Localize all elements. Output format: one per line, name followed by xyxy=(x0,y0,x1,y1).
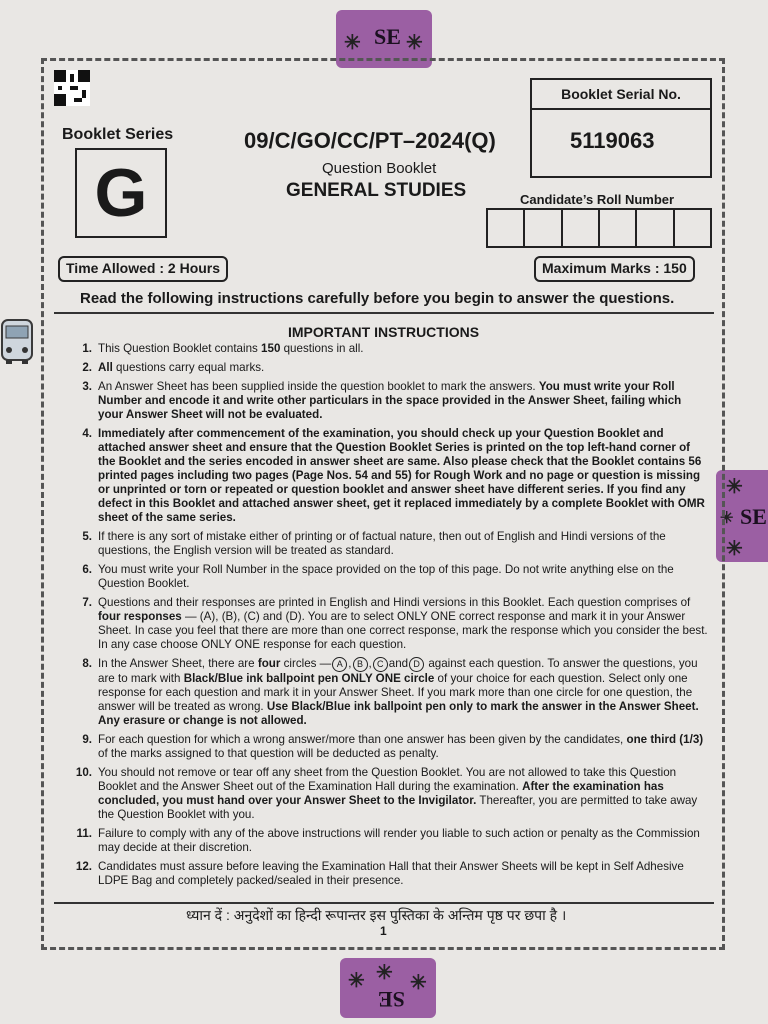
instruction-item: 9. For each question for which a wrong answer/more than one answer has been given by the candidates, one third (1/3) of the marks assigned to that question will be deducted as penalty. xyxy=(82,733,704,760)
roll-digit-box[interactable] xyxy=(600,210,637,246)
option-circle-b: B xyxy=(353,657,368,672)
asterisk-icon: ✳ xyxy=(406,32,423,54)
roll-digit-box[interactable] xyxy=(488,210,525,246)
page-number: 1 xyxy=(380,924,387,938)
instruction-item: 10. You should not remove or tear off any sheet from the Question Booklet. You are not allowed to take this Question Booklet and the Answer Sheet out of the Examination Hall during the examination. After the examination has concluded, you must hand over your Answer Sheet to the Invigilator. Thereafter, you are permitted to take away the Question Booklet with you. xyxy=(75,766,698,821)
bus-icon xyxy=(0,316,34,366)
roll-digit-box[interactable] xyxy=(525,210,562,246)
read-instructions-line: Read the following instructions carefully before you begin to answer the questions. xyxy=(80,290,675,307)
instruction-item: 3. An Answer Sheet has been supplied inside the question booklet to mark the answers. You must write your Roll Number and encode it and write other particulars in the space provided in the Answer Sheet, failing which your Answer Sheet will not be evaluated. xyxy=(82,380,682,421)
asterisk-icon: ✳ xyxy=(376,962,393,984)
roll-digit-box[interactable] xyxy=(675,210,710,246)
seal-text: SE xyxy=(378,987,405,1012)
instruction-item: 1. This Question Booklet contains 150 questions in all. xyxy=(82,342,364,355)
serial-number: 5119063 xyxy=(570,128,655,153)
option-circle-a: A xyxy=(332,657,347,672)
roll-number-grid[interactable] xyxy=(486,208,712,248)
purple-seal-bottom xyxy=(340,958,436,1018)
instruction-item: 12. Candidates must assure before leaving the Examination Hall that their Answer Sheets will be kept in Self Adhesive LDPE Bag and completely packed/sealed in their presence. xyxy=(75,860,684,887)
seal-text: SE xyxy=(374,24,401,49)
instructions-heading: IMPORTANT INSTRUCTIONS xyxy=(288,324,480,340)
serial-number-box xyxy=(530,78,712,178)
instruction-item: 5. If there is any sort of mistake either of printing or of factual nature, then out of English and Hindi versions of the questions, the English version will be treated as standard. xyxy=(82,530,666,557)
asterisk-icon: ✳ xyxy=(410,972,427,994)
asterisk-icon: ✳ xyxy=(726,538,743,560)
serial-number-label: Booklet Serial No. xyxy=(532,80,710,110)
booklet-code: 09/C/GO/CC/PT–2024(Q) xyxy=(244,128,496,153)
roll-digit-box[interactable] xyxy=(637,210,674,246)
divider xyxy=(54,902,714,904)
seal-text: SE xyxy=(740,504,767,529)
divider xyxy=(54,312,714,314)
instruction-item: 7. Questions and their responses are printed in English and Hindi versions in this Booklet. Each question comprises of four responses — (A), (B), (C) and (D). You are to select ONLY ONE correct response and mark it in your Answer Sheet. In case you feel that there are more than one correct response, mark the response which you consider the best. In any case choose ONLY ONE response for each question. xyxy=(82,596,708,651)
booklet-series-letter: G xyxy=(75,148,167,238)
asterisk-icon: ✳ xyxy=(348,970,365,992)
asterisk-icon: ✳ xyxy=(720,510,734,527)
instruction-item: 2. All questions carry equal marks. xyxy=(82,361,265,374)
asterisk-icon: ✳ xyxy=(344,32,361,54)
time-allowed: Time Allowed : 2 Hours xyxy=(58,256,228,282)
instruction-item: 8. In the Answer Sheet, there are four circles — A , B , C and D against each question. To answer the questions, you are to mark with Black/Blue ink ballpoint pen ONLY ONE circle of your choice for each question. Select only one response for each question and mark it in your Answer Sheet. If you mark more than one circle for one question, the answer will be treated as wrong. Use Black/Blue ink ballpoint pen only to mark the answer in the Answer Sheet. Any erasure or change is not allowed. xyxy=(82,657,699,727)
hindi-note: ध्यान दें : अनुदेशों का हिन्दी रूपान्तर इस पुस्तिका के अन्तिम पृष्ठ पर छपा है । xyxy=(186,907,567,923)
option-circle-d: D xyxy=(409,657,424,672)
option-circle-c: C xyxy=(373,657,388,672)
maximum-marks: Maximum Marks : 150 xyxy=(534,256,695,282)
instruction-item: 11. Failure to comply with any of the above instructions will render you liable to such action or penalty as the Commission may decide at their discretion. xyxy=(76,827,700,854)
instruction-item: 4. Immediately after commencement of the examination, you should check up your Question Booklet and attached answer sheet and ensure that the Question Booklet Series is printed on the top left-hand corner of the Booklet and the series encoded in answer sheet are same. Also please check that the Booklet contains 56 printed pages including two pages (Page Nos. 54 and 55) for Rough Work and no page or question is missing or unprinted or torn or repeated or question booklet and answer sheet have different series. If you find any defect in this Booklet and attached answer sheet, get it replaced immediately by a complete Booklet with OMR sheet of the same series. xyxy=(82,427,705,524)
roll-digit-box[interactable] xyxy=(563,210,600,246)
booklet-series-label: Booklet Series xyxy=(62,126,174,143)
qr-code-icon xyxy=(54,70,90,106)
booklet-title: GENERAL STUDIES xyxy=(286,180,467,201)
asterisk-icon: ✳ xyxy=(726,476,743,498)
booklet-subtitle: Question Booklet xyxy=(322,160,437,177)
instruction-item: 6. You must write your Roll Number in the space provided on the top of this page. Do not write anything else on the Question Booklet. xyxy=(82,563,674,590)
instructions-list xyxy=(66,342,708,893)
roll-number-label: Candidate’s Roll Number xyxy=(520,192,675,207)
